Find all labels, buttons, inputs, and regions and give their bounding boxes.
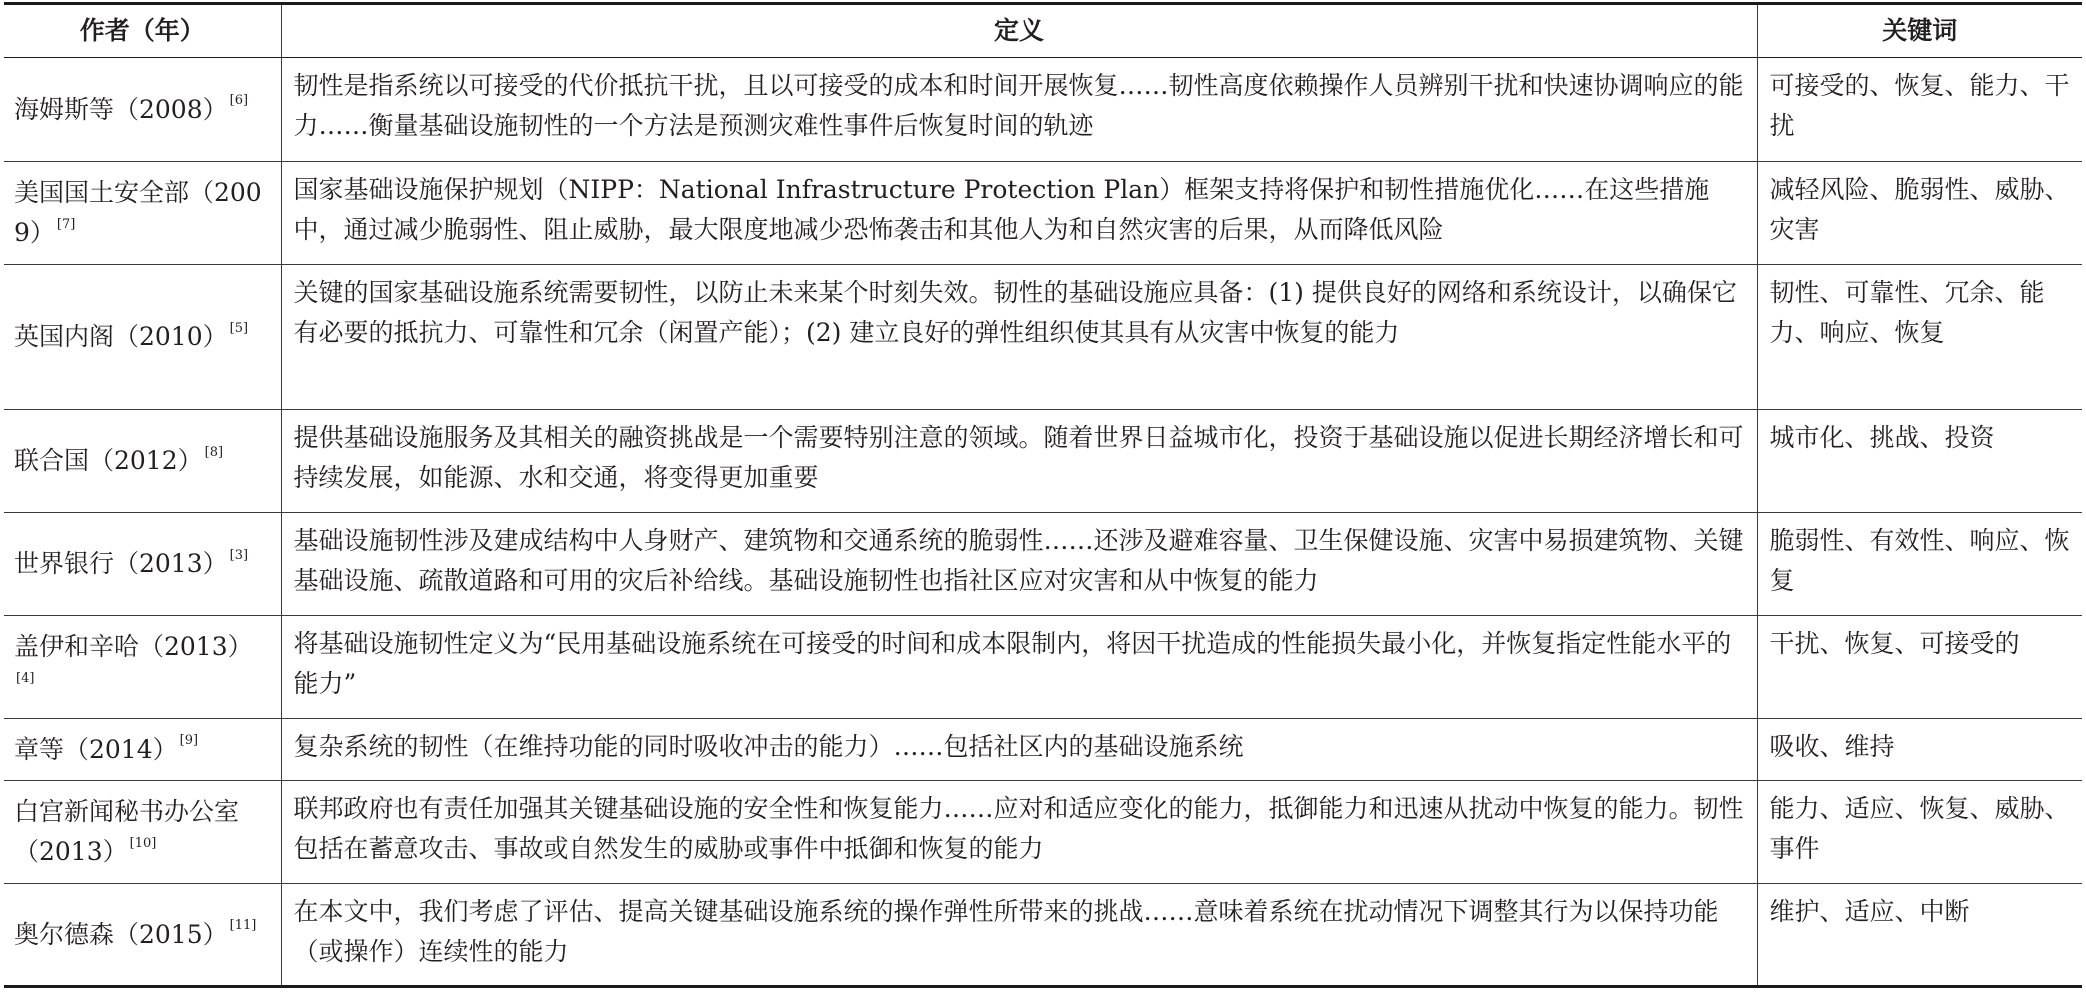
definition-cell: 韧性是指系统以可接受的代价抵抗干扰，且以可接受的成本和时间开展恢复……韧性高度依赖操作人员辨别干扰和快速协调响应的能力……衡量基础设施韧性的一个方法是预测灾难性事件后恢复时间的轨迹 — [281, 58, 1757, 162]
definition-cell: 在本文中，我们考虑了评估、提高关键基础设施系统的操作弹性所带来的挑战……意味着系统在扰动情况下调整其行为以保持功能（或操作）连续性的能力 — [281, 884, 1757, 987]
header-keywords: 关键词 — [1757, 4, 2082, 58]
header-row — [4, 4, 2082, 58]
table-body — [4, 58, 2082, 987]
author-name: 章等（2014） — [14, 734, 178, 764]
keywords-cell: 能力、适应、恢复、威胁、事件 — [1757, 781, 2082, 884]
author-name: 盖伊和辛哈（2013） — [14, 632, 253, 661]
citation-ref: [5] — [229, 320, 249, 336]
header-author: 作者（年） — [4, 4, 281, 58]
author-cell — [4, 513, 281, 616]
citation-ref: [9] — [179, 733, 199, 749]
author-cell — [4, 265, 281, 410]
table-row — [4, 513, 2082, 616]
author-cell — [4, 884, 281, 987]
header-definition: 定义 — [281, 4, 1757, 58]
table-header — [4, 4, 2082, 58]
keywords-cell: 脆弱性、有效性、响应、恢复 — [1757, 513, 2082, 616]
definition-cell: 关键的国家基础设施系统需要韧性，以防止未来某个时刻失效。韧性的基础设施应具备：(1) 提供良好的网络和系统设计，以确保它有必要的抵抗力、可靠性和冗余（闲置产能）；(2) 建立良好的弹性组织使其具有从灾害中恢复的能力 — [281, 265, 1757, 410]
author-name: 奥尔德森（2015） — [14, 919, 228, 949]
table-row — [4, 884, 2082, 987]
keywords-cell: 可接受的、恢复、能力、干扰 — [1757, 58, 2082, 162]
author-name: 联合国（2012） — [14, 446, 203, 475]
author-name: 英国内阁（2010） — [14, 322, 228, 351]
author-cell — [4, 410, 281, 513]
definition-cell: 将基础设施韧性定义为“民用基础设施系统在可接受的时间和成本限制内，将因干扰造成的性能损失最小化，并恢复指定性能水平的能力” — [281, 616, 1757, 719]
author-name: 世界银行（2013） — [14, 549, 228, 578]
table-row — [4, 781, 2082, 884]
definition-cell: 基础设施韧性涉及建成结构中人身财产、建筑物和交通系统的脆弱性……还涉及避难容量、卫生保健设施、灾害中易损建筑物、关键基础设施、疏散道路和可用的灾后补给线。基础设施韧性也指社区应对灾害和从中恢复的能力 — [281, 513, 1757, 616]
table-row — [4, 58, 2082, 162]
table-row — [4, 719, 2082, 781]
definitions-table — [4, 2, 2082, 988]
definition-cell: 提供基础设施服务及其相关的融资挑战是一个需要特别注意的领域。随着世界日益城市化，投资于基础设施以促进长期经济增长和可持续发展，如能源、水和交通，将变得更加重要 — [281, 410, 1757, 513]
citation-ref: [3] — [229, 547, 249, 563]
definition-cell: 联邦政府也有责任加强其关键基础设施的安全性和恢复能力……应对和适应变化的能力，抵御能力和迅速从扰动中恢复的能力。韧性包括在蓄意攻击、事故或自然发生的威胁或事件中抵御和恢复的能力 — [281, 781, 1757, 884]
author-cell — [4, 58, 281, 162]
author-name: 海姆斯等（2008） — [14, 94, 228, 124]
author-name: 美国国土安全部（2009） — [14, 178, 262, 247]
keywords-cell: 韧性、可靠性、冗余、能力、响应、恢复 — [1757, 265, 2082, 410]
citation-ref: [7] — [56, 216, 76, 232]
citation-ref: [6] — [229, 93, 249, 109]
keywords-cell: 维护、适应、中断 — [1757, 884, 2082, 987]
keywords-cell: 城市化、挑战、投资 — [1757, 410, 2082, 513]
keywords-cell: 干扰、恢复、可接受的 — [1757, 616, 2082, 719]
author-cell — [4, 719, 281, 781]
author-cell — [4, 781, 281, 884]
table-row — [4, 410, 2082, 513]
definition-cell: 国家基础设施保护规划（NIPP：National Infrastructure Protection Plan）框架支持将保护和韧性措施优化……在这些措施中，通过减少脆弱性、阻止威胁，最大限度地减少恐怖袭击和其他人为和自然灾害的后果，从而降低风险 — [281, 162, 1757, 265]
keywords-cell: 减轻风险、脆弱性、威胁、灾害 — [1757, 162, 2082, 265]
author-cell — [4, 162, 281, 265]
keywords-cell: 吸收、维持 — [1757, 719, 2082, 781]
citation-ref: [11] — [229, 918, 257, 934]
citation-ref: [10] — [129, 835, 157, 851]
author-name: 白宫新闻秘书办公室（2013） — [14, 797, 240, 866]
table-row — [4, 265, 2082, 410]
definition-cell: 复杂系统的韧性（在维持功能的同时吸收冲击的能力）……包括社区内的基础设施系统 — [281, 719, 1757, 781]
table-row — [4, 616, 2082, 719]
citation-ref: [8] — [204, 444, 224, 460]
author-cell — [4, 616, 281, 719]
table-row — [4, 162, 2082, 265]
citation-ref: [4] — [16, 670, 35, 686]
